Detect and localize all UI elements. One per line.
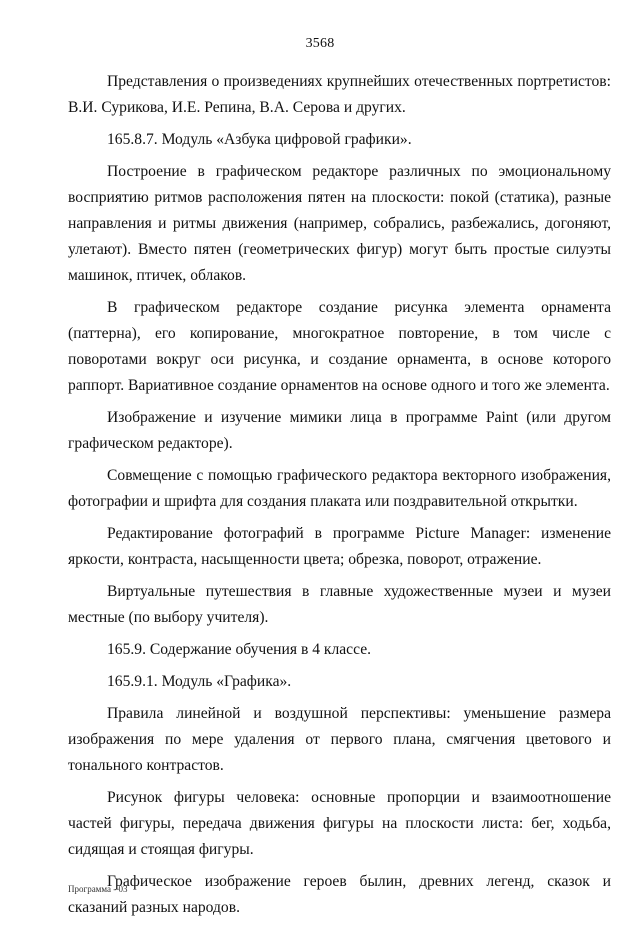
heading-module-graphics: 165.9.1. Модуль «Графика».	[107, 673, 292, 690]
paragraph-virtual-museums: Виртуальные путешествия в главные художественные музеи и музеи местные (по выбору учителя).	[68, 583, 611, 626]
paragraph-human-figure: Рисунок фигуры человека: основные пропорции и взаимоотношение частей фигуры, передача движения фигуры на плоскости листа: бег, ходьба, сидящая и стоящая фигуры.	[68, 789, 611, 858]
paragraph-ornament: В графическом редакторе создание рисунка элемента орнамента (паттерна), его копирование, многократное повторение, в том числе с поворотами вокруг оси рисунка, и создание орнамента, в основе которого раппорт. Вариативное создание орнаментов на основе одного и того же элемента.	[68, 299, 611, 394]
document-body	[68, 69, 611, 927]
paragraph-heroes: Графическое изображение героев былин, древних легенд, сказок и сказаний разных народов.	[68, 873, 611, 916]
paragraph-facial-expressions: Изображение и изучение мимики лица в программе Paint (или другом графическом редакторе).	[68, 409, 612, 452]
paragraph-rhythms: Построение в графическом редакторе различных по эмоциональному восприятию ритмов расположения пятен на плоскости: покой (статика), разные направления и ритмы движения (например, собрались, разбежались, догоняют, улетают). Вместо пятен (геометрических фигур) могут быть простые силуэты машинок, птичек, облаков.	[68, 163, 611, 284]
paragraph-portraitists: Представления о произведениях крупнейших отечественных портретистов: В.И. Сурикова, И.Е. Репина, В.А. Серова и других.	[68, 73, 611, 116]
paragraph-perspective: Правила линейной и воздушной перспективы: уменьшение размера изображения по мере удаления от первого плана, смягчения цветового и тонального контрастов.	[68, 705, 611, 774]
footer-label: Программа - 03	[68, 884, 128, 894]
heading-grade-4-content: 165.9. Содержание обучения в 4 классе.	[107, 641, 372, 658]
page-number: 3568	[305, 36, 335, 51]
paragraph-photo-editing: Редактирование фотографий в программе Picture Manager: изменение яркости, контраста, насыщенности цвета; обрезка, поворот, отражение.	[68, 525, 611, 568]
paragraph-poster: Совмещение с помощью графического редактора векторного изображения, фотографии и шрифта для создания плаката или поздравительной открытки.	[68, 467, 611, 510]
heading-module-digital-graphics: 165.8.7. Модуль «Азбука цифровой графики».	[107, 131, 412, 148]
